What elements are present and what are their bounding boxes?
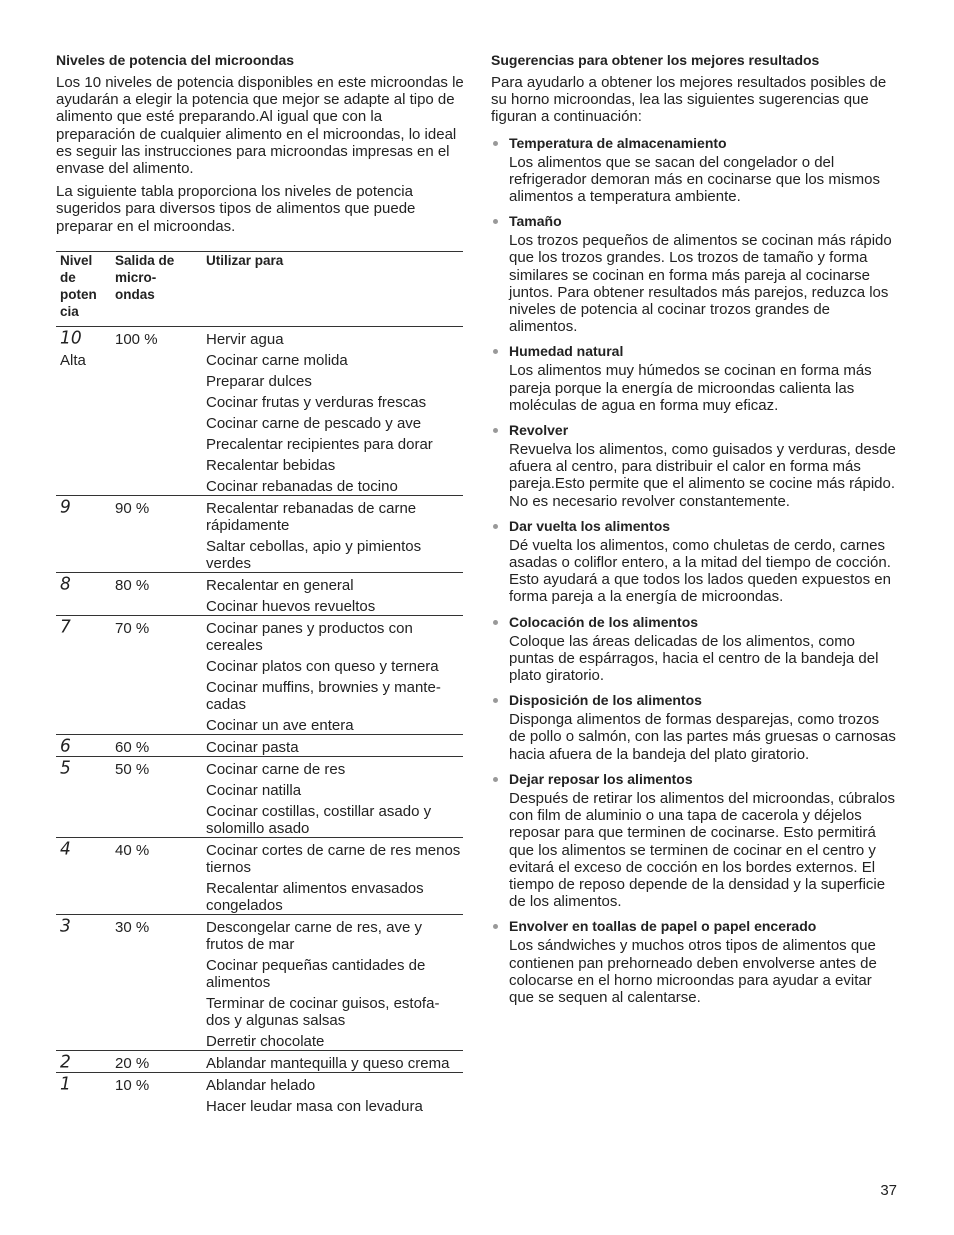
tip-text: Los sándwiches y muchos otros tipos de alimentos que contienen pan prehorneado deben envolverse antes de colocarse en el horno microondas para ayudar a evitar que se sequen al calentarse. <box>509 937 877 1006</box>
power-level-name: Alta <box>60 351 86 369</box>
use-item: Descongelar carne de res, ave y frutos de mar <box>206 918 422 953</box>
power-level-digit: 5 <box>60 757 71 779</box>
table-row <box>56 474 463 496</box>
table-row <box>56 594 463 616</box>
tip-item <box>491 421 897 510</box>
tip-text: Revuelva los alimentos, como guisados y verduras, desde afuera al centro, para distribuir el calor en forma más pareja.Esto permite que el alimento se cocine más rápido. No es necesario revolver constantemente. <box>509 441 896 510</box>
bullet-icon <box>493 524 498 529</box>
bullet-icon <box>493 219 498 224</box>
tip-item <box>491 212 897 335</box>
table-row <box>56 778 463 799</box>
tip-title: Dejar reposar los alimentos <box>509 770 693 787</box>
tip-title: Tamaño <box>509 213 562 230</box>
microwave-output: 30 % <box>115 918 150 936</box>
tip-item <box>491 342 897 414</box>
use-item: Recalentar bebidas <box>206 456 336 474</box>
microwave-output: 40 % <box>115 841 150 859</box>
table-row <box>56 713 463 735</box>
use-item: Cocinar carne molida <box>206 351 348 369</box>
use-item: Cocinar frutas y verduras frescas <box>206 393 427 411</box>
tip-item <box>491 770 897 910</box>
tip-title: Dar vuelta los alimentos <box>509 517 671 534</box>
table-row <box>56 991 463 1029</box>
use-item: Preparar dulces <box>206 372 312 390</box>
tip-text: Coloque las áreas delicadas de los alimentos, como puntas de espárragos, hacia el centro de la bandeja del plato giratorio. <box>509 632 879 685</box>
table-row <box>56 756 463 778</box>
tip-item <box>491 613 897 685</box>
tip-item <box>491 134 897 206</box>
table-row <box>56 453 463 474</box>
tip-text: Dé vuelta los alimentos, como chuletas de cerdo, carnes asadas o coliflor entero, a la mitad del tiempo de cocción. Esto ayudará a que todos los lados queden expuestos en forma pareja a la energía de microondas. <box>509 536 891 606</box>
power-levels-heading: Niveles de potencia del microondas <box>56 52 295 68</box>
tips-intro: Para ayudarlo a obtener los mejores resultados posibles de su horno microondas, lea las siguientes sugerencias que figuran a continuación: <box>491 74 887 126</box>
use-item: Ablandar mantequilla y queso crema <box>206 1054 450 1072</box>
table-row <box>56 572 463 594</box>
table-row <box>56 369 463 390</box>
table-row <box>56 654 463 675</box>
power-level-digit: 3 <box>60 915 71 937</box>
power-level-digit: 8 <box>60 573 71 595</box>
table-row <box>56 348 463 369</box>
tip-text: Los trozos pequeños de alimentos se cocinan más rápido que los trozos grandes. Los trozos de tamaño y forma similares se cocinan en forma más pareja al cocinarse juntos. Para obtener resultados más parejos, reduzca los niveles de potencia al cocinar trozos grandes de alimentos. <box>509 232 892 336</box>
table-row <box>56 495 463 534</box>
table-row <box>56 675 463 713</box>
table-row <box>56 432 463 453</box>
use-item: Cocinar cortes de carne de res menos tiernos <box>206 841 461 876</box>
table-row <box>56 1050 463 1072</box>
table-row <box>56 1029 463 1051</box>
microwave-output: 20 % <box>115 1054 150 1072</box>
table-row <box>56 411 463 432</box>
table-row <box>56 876 463 915</box>
bullet-icon <box>493 428 498 433</box>
power-level-digit: 10 <box>60 327 82 349</box>
table-row <box>56 734 463 756</box>
use-item: Cocinar muffins, brownies y mante- cadas <box>206 678 441 713</box>
use-item: Hacer leudar masa con levadura <box>206 1097 423 1115</box>
tip-title: Temperatura de almacenamiento <box>509 134 727 151</box>
use-item: Cocinar un ave entera <box>206 716 354 734</box>
bullet-icon <box>493 141 498 146</box>
table-row <box>56 1072 463 1094</box>
tip-title: Revolver <box>509 422 569 439</box>
microwave-output: 70 % <box>115 619 150 637</box>
use-item: Cocinar huevos revueltos <box>206 597 376 615</box>
tip-text: Después de retirar los alimentos del microondas, cúbralos con film de aluminio o una tapa de cacerola y déjelos reposar para que terminen de cocinarse. Esto permitirá que los alimentos se terminen de cocinar en el centro y evitará el exceso de cocción en los bordes externos. El tiempo de reposo depende de la densidad y la superficie de los alimentos. <box>509 789 896 911</box>
tip-item <box>491 917 897 1006</box>
microwave-output: 60 % <box>115 738 150 756</box>
use-item: Hervir agua <box>206 330 284 348</box>
microwave-output: 50 % <box>115 760 150 778</box>
use-item: Cocinar carne de pescado y ave <box>206 414 422 432</box>
use-item: Cocinar platos con queso y ternera <box>206 657 439 675</box>
tip-text: Los alimentos muy húmedos se cocinan en forma más pareja porque la energía de microondas calienta las moléculas de agua en forma muy eficaz. <box>509 362 872 414</box>
use-item: Cocinar rebanadas de tocino <box>206 477 398 495</box>
power-levels-table-intro: La siguiente tabla proporciona los niveles de potencia sugeridos para diversos tipos de alimentos que puede preparar en el microondas. <box>56 183 416 235</box>
bullet-icon <box>493 620 498 625</box>
page-number: 37 <box>880 1182 897 1199</box>
tip-item <box>491 517 897 606</box>
left-column <box>56 52 464 1115</box>
use-item: Cocinar costillas, costillar asado y solomillo asado <box>206 802 432 837</box>
power-level-digit: 4 <box>60 838 71 860</box>
table-row <box>56 326 463 348</box>
microwave-output: 90 % <box>115 499 150 517</box>
table-row <box>56 799 463 838</box>
use-item: Saltar cebollas, apio y pimientos verdes <box>206 537 422 572</box>
power-levels-intro: Los 10 niveles de potencia disponibles en este microondas le ayudarán a elegir la potencia que mejor se adapte al tipo de alimento que esté preparando.Al igual que con la preparación de cualquier alimento en el microondas, lo ideal es seguir las instrucciones para microondas impresas en el envase del alimento. <box>56 74 464 178</box>
tip-title: Humedad natural <box>509 343 624 360</box>
use-item: Derretir chocolate <box>206 1032 325 1050</box>
table-row <box>56 534 463 573</box>
power-level-digit: 2 <box>60 1051 71 1073</box>
use-item: Recalentar alimentos envasados congelados <box>206 879 424 914</box>
power-level-digit: 9 <box>60 496 71 518</box>
bullet-icon <box>493 698 498 703</box>
bullet-icon <box>493 777 498 782</box>
table-row <box>56 953 463 991</box>
use-item: Recalentar en general <box>206 576 354 594</box>
use-item: Cocinar pasta <box>206 738 299 756</box>
power-levels-table <box>56 251 463 1115</box>
bullet-icon <box>493 349 498 354</box>
power-level-digit: 7 <box>60 616 71 638</box>
use-item: Recalentar rebanadas de carne rápidamente <box>206 499 417 534</box>
power-level-digit: 1 <box>60 1073 71 1095</box>
use-item: Terminar de cocinar guisos, estofa- dos y algunas salsas <box>206 994 440 1029</box>
tip-title: Envolver en toallas de papel o papel encerado <box>509 918 817 935</box>
use-item: Precalentar recipientes para dorar <box>206 435 433 453</box>
bullet-icon <box>493 924 498 929</box>
table-row <box>56 1094 463 1115</box>
tips-heading: Sugerencias para obtener los mejores resultados <box>491 52 820 68</box>
power-levels-table-body <box>56 326 463 1115</box>
tip-text: Los alimentos que se sacan del congelador o del refrigerador demoran más en cocinarse que los mismos alimentos a temperatura ambiente. <box>509 153 880 206</box>
tips-list <box>491 134 897 1007</box>
right-column <box>491 52 897 1013</box>
table-row <box>56 615 463 654</box>
use-item: Cocinar panes y productos con cereales <box>206 619 413 654</box>
use-item: Cocinar natilla <box>206 781 302 799</box>
power-level-digit: 6 <box>60 735 71 757</box>
microwave-output: 80 % <box>115 576 150 594</box>
tip-title: Colocación de los alimentos <box>509 613 699 630</box>
use-item: Cocinar carne de res <box>206 760 346 778</box>
microwave-output: 100 % <box>115 330 158 348</box>
table-row <box>56 914 463 953</box>
use-item: Cocinar pequeñas cantidades de alimentos <box>206 956 426 991</box>
table-row <box>56 837 463 876</box>
header-output: Salida de micro- ondas <box>115 251 206 326</box>
header-use: Utilizar para <box>206 251 463 326</box>
use-item: Ablandar helado <box>206 1076 316 1094</box>
tip-item <box>491 691 897 763</box>
header-level: Nivel de poten cia <box>56 251 115 326</box>
tip-text: Disponga alimentos de formas desparejas, como trozos de pollo o salmón, con las partes más gruesas o carnosas hacia afuera de la bandeja del plato giratorio. <box>509 711 896 763</box>
microwave-output: 10 % <box>115 1076 150 1094</box>
tip-title: Disposición de los alimentos <box>509 692 702 709</box>
table-row <box>56 390 463 411</box>
